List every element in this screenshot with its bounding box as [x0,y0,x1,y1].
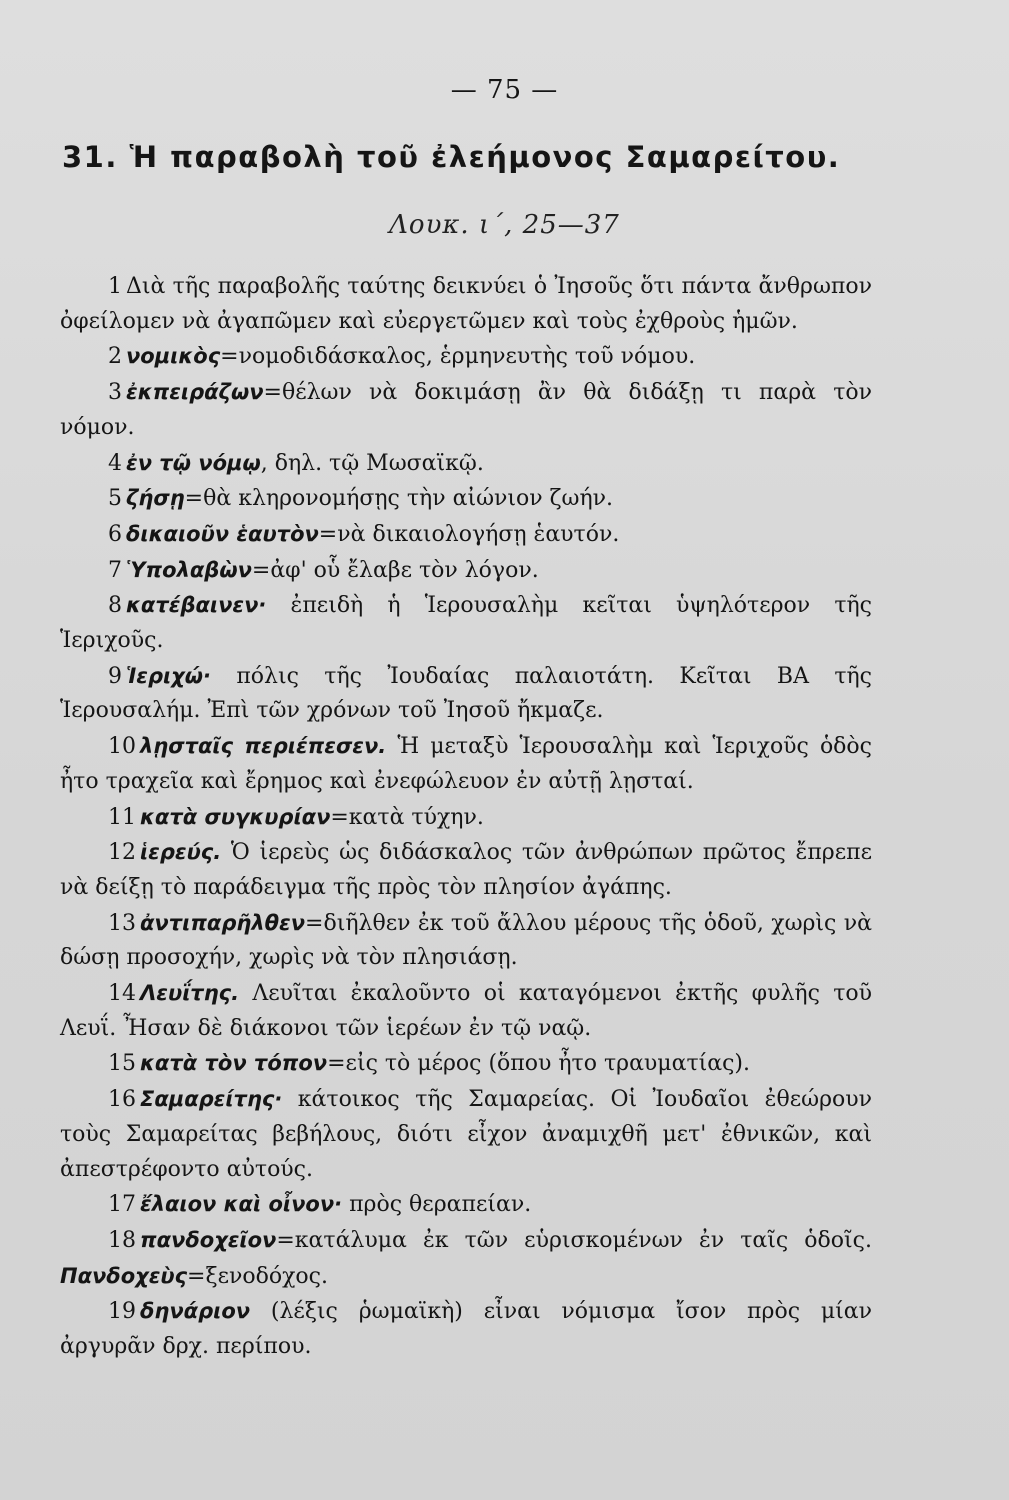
note-item [60,1294,872,1364]
note-text: πόλις τῆς Ἰουδαίας παλαιοτάτη. Κεῖται ΒΑ τῆς Ἱερουσαλήμ. Ἐπὶ τῶν χρόνων τοῦ Ἰησοῦ ἤκμαζε. [60,663,872,724]
note-term: Σαμαρείτης· [140,1087,283,1112]
chapter-heading: 31. Ἡ παραβολὴ τοῦ ἐλεήμονος Σαμαρείτου. [62,140,841,174]
note-number: 12 [108,840,136,866]
note-item [60,588,872,658]
note-number: 7 [108,557,122,583]
note-text: , δηλ. τῷ Μωσαϊκῷ. [260,450,484,476]
note-text: =κατάλυμα ἐκ τῶν εὑρισκομένων ἐν ταῖς ὁδοῖς. [276,1227,872,1253]
note-text: =εἰς τὸ μέρος (ὅπου ἦτο τραυματίας). [327,1051,751,1077]
note-term: ἐν τῷ νόμῳ [126,450,261,475]
scripture-reference: Λουκ. ι΄, 25—37 [389,210,620,240]
note-number: 18 [108,1227,136,1253]
note-text: =νὰ δικαιολογήσῃ ἑαυτόν. [318,521,620,547]
note-term: κατὰ συγκυρίαν [140,804,331,829]
note-term: δικαιοῦν ἑαυτὸν [126,521,319,546]
note-item [60,553,872,589]
note-term: δηνάριον [140,1299,251,1324]
note-term: Λευΐτης. [140,981,240,1006]
note-item [60,1187,872,1223]
note-text: =ξενοδόχος. [187,1263,328,1289]
note-text: (λέξις ῥωμαϊκὴ) εἶναι νόμισμα ἴσον πρὸς μίαν ἀργυρᾶν δρχ. περίπου. [60,1299,872,1360]
note-term: Πανδοχεὺς [60,1263,188,1288]
note-term: ἔλαιον καὶ οἶνον· [140,1192,343,1217]
note-number: 1 [108,274,122,299]
note-item [60,481,872,517]
note-text: =θέλων νὰ δοκιμάσῃ ἂν θὰ διδάξῃ τι παρὰ τὸν νόμον. [60,380,872,440]
note-item [60,517,872,553]
note-term: νομικὸς [126,344,221,369]
note-term: ζήσῃ [126,486,185,511]
note-term: Ὑπολαβὼν [126,557,252,582]
note-item [60,446,872,482]
note-text: πρὸς θεραπείαν. [342,1192,532,1218]
note-text: =θὰ κληρονομήσῃς τὴν αἰώνιον ζωήν. [184,486,614,512]
note-number: 4 [108,450,122,476]
note-text: κάτοικος τῆς Σαμαρείας. Οἱ Ἰουδαῖοι ἐθεώρουν τοὺς Σαμαρείτας βεβήλους, διότι εἶχον ἀναμιχθῆ μετ' ἐθνικῶν, καὶ ἀπεστρέφοντο αὐτούς. [60,1087,872,1182]
note-number: 3 [108,380,122,406]
note-text: =κατὰ τύχην. [330,804,484,830]
note-number: 17 [108,1192,136,1218]
note-number: 13 [108,910,136,936]
notes-list [60,270,872,1365]
note-number: 5 [108,486,122,512]
page-number: — 75 — [450,75,559,105]
note-text: =διῆλθεν ἐκ τοῦ ἄλλου μέρους τῆς ὁδοῦ, χωρὶς νὰ δώσῃ προσοχήν, χωρὶς νὰ τὸν πλησιάσῃ. [60,910,872,971]
note-number: 9 [108,663,122,689]
note-text: Ὁ ἱερεὺς ὡς διδάσκαλος τῶν ἀνθρώπων πρῶτος ἔπρεπε νὰ δείξῃ τὸ παράδειγμα τῆς πρὸς τὸν πλησίον ἀγάπης. [60,840,872,900]
note-term: ἱερεύς. [140,840,222,865]
note-number: 19 [108,1299,136,1325]
note-item [60,1046,872,1082]
note-item [60,1223,872,1294]
note-item [60,659,872,729]
note-item [60,339,872,375]
note-text: Διὰ τῆς παραβολῆς ταύτης δεικνύει ὁ Ἰησοῦς ὅτι πάντα ἄνθρωπον ὀφείλομεν νὰ ἀγαπῶμεν καὶ εὐεργετῶμεν καὶ τοὺς ἐχθροὺς ἡμῶν. [60,274,872,334]
note-term: ἀντιπαρῆλθεν [140,910,306,935]
note-item [60,729,872,799]
note-number: 15 [108,1051,136,1077]
note-number: 10 [108,734,136,760]
note-number: 6 [108,521,122,547]
note-number: 11 [108,804,136,830]
note-text: Ἡ μεταξὺ Ἱερουσαλὴμ καὶ Ἱεριχοῦς ὁδὸς ἦτο τραχεῖα καὶ ἔρημος καὶ ἐνεφώλευον ἐν αὐτῇ λῃσταί. [60,734,872,794]
note-item [60,835,872,905]
note-text: =νομοδιδάσκαλος, ἑρμηνευτὴς τοῦ νόμου. [220,344,696,370]
note-term: Ἱεριχώ· [126,663,211,688]
note-item [60,976,872,1046]
note-text: ἐπειδὴ ἡ Ἱερουσαλὴμ κεῖται ὑψηλότερον τῆς Ἱεριχοῦς. [60,593,872,654]
note-item [60,375,872,445]
note-term: κατὰ τὸν τόπον [140,1051,328,1076]
note-term: κατέβαινεν· [126,593,267,618]
note-term: λῃσταῖς περιέπεσεν. [140,734,387,759]
note-term: πανδοχεῖον [140,1227,277,1252]
note-item [60,270,872,339]
note-number: 16 [108,1087,136,1113]
note-text: Λευῖται ἐκαλοῦντο οἱ καταγόμενοι ἐκτῆς φυλῆς τοῦ Λευΐ. Ἦσαν δὲ διάκονοι τῶν ἱερέων ἐν τῷ ναῷ. [60,981,872,1041]
note-term: ἐκπειράζων [126,380,264,405]
note-item [60,906,872,976]
note-item [60,800,872,836]
note-number: 14 [108,981,136,1007]
note-item [60,1082,872,1187]
note-number: 8 [108,593,122,619]
note-text: =ἀφ' οὗ ἔλαβε τὸν λόγον. [251,557,539,583]
note-number: 2 [108,344,122,370]
